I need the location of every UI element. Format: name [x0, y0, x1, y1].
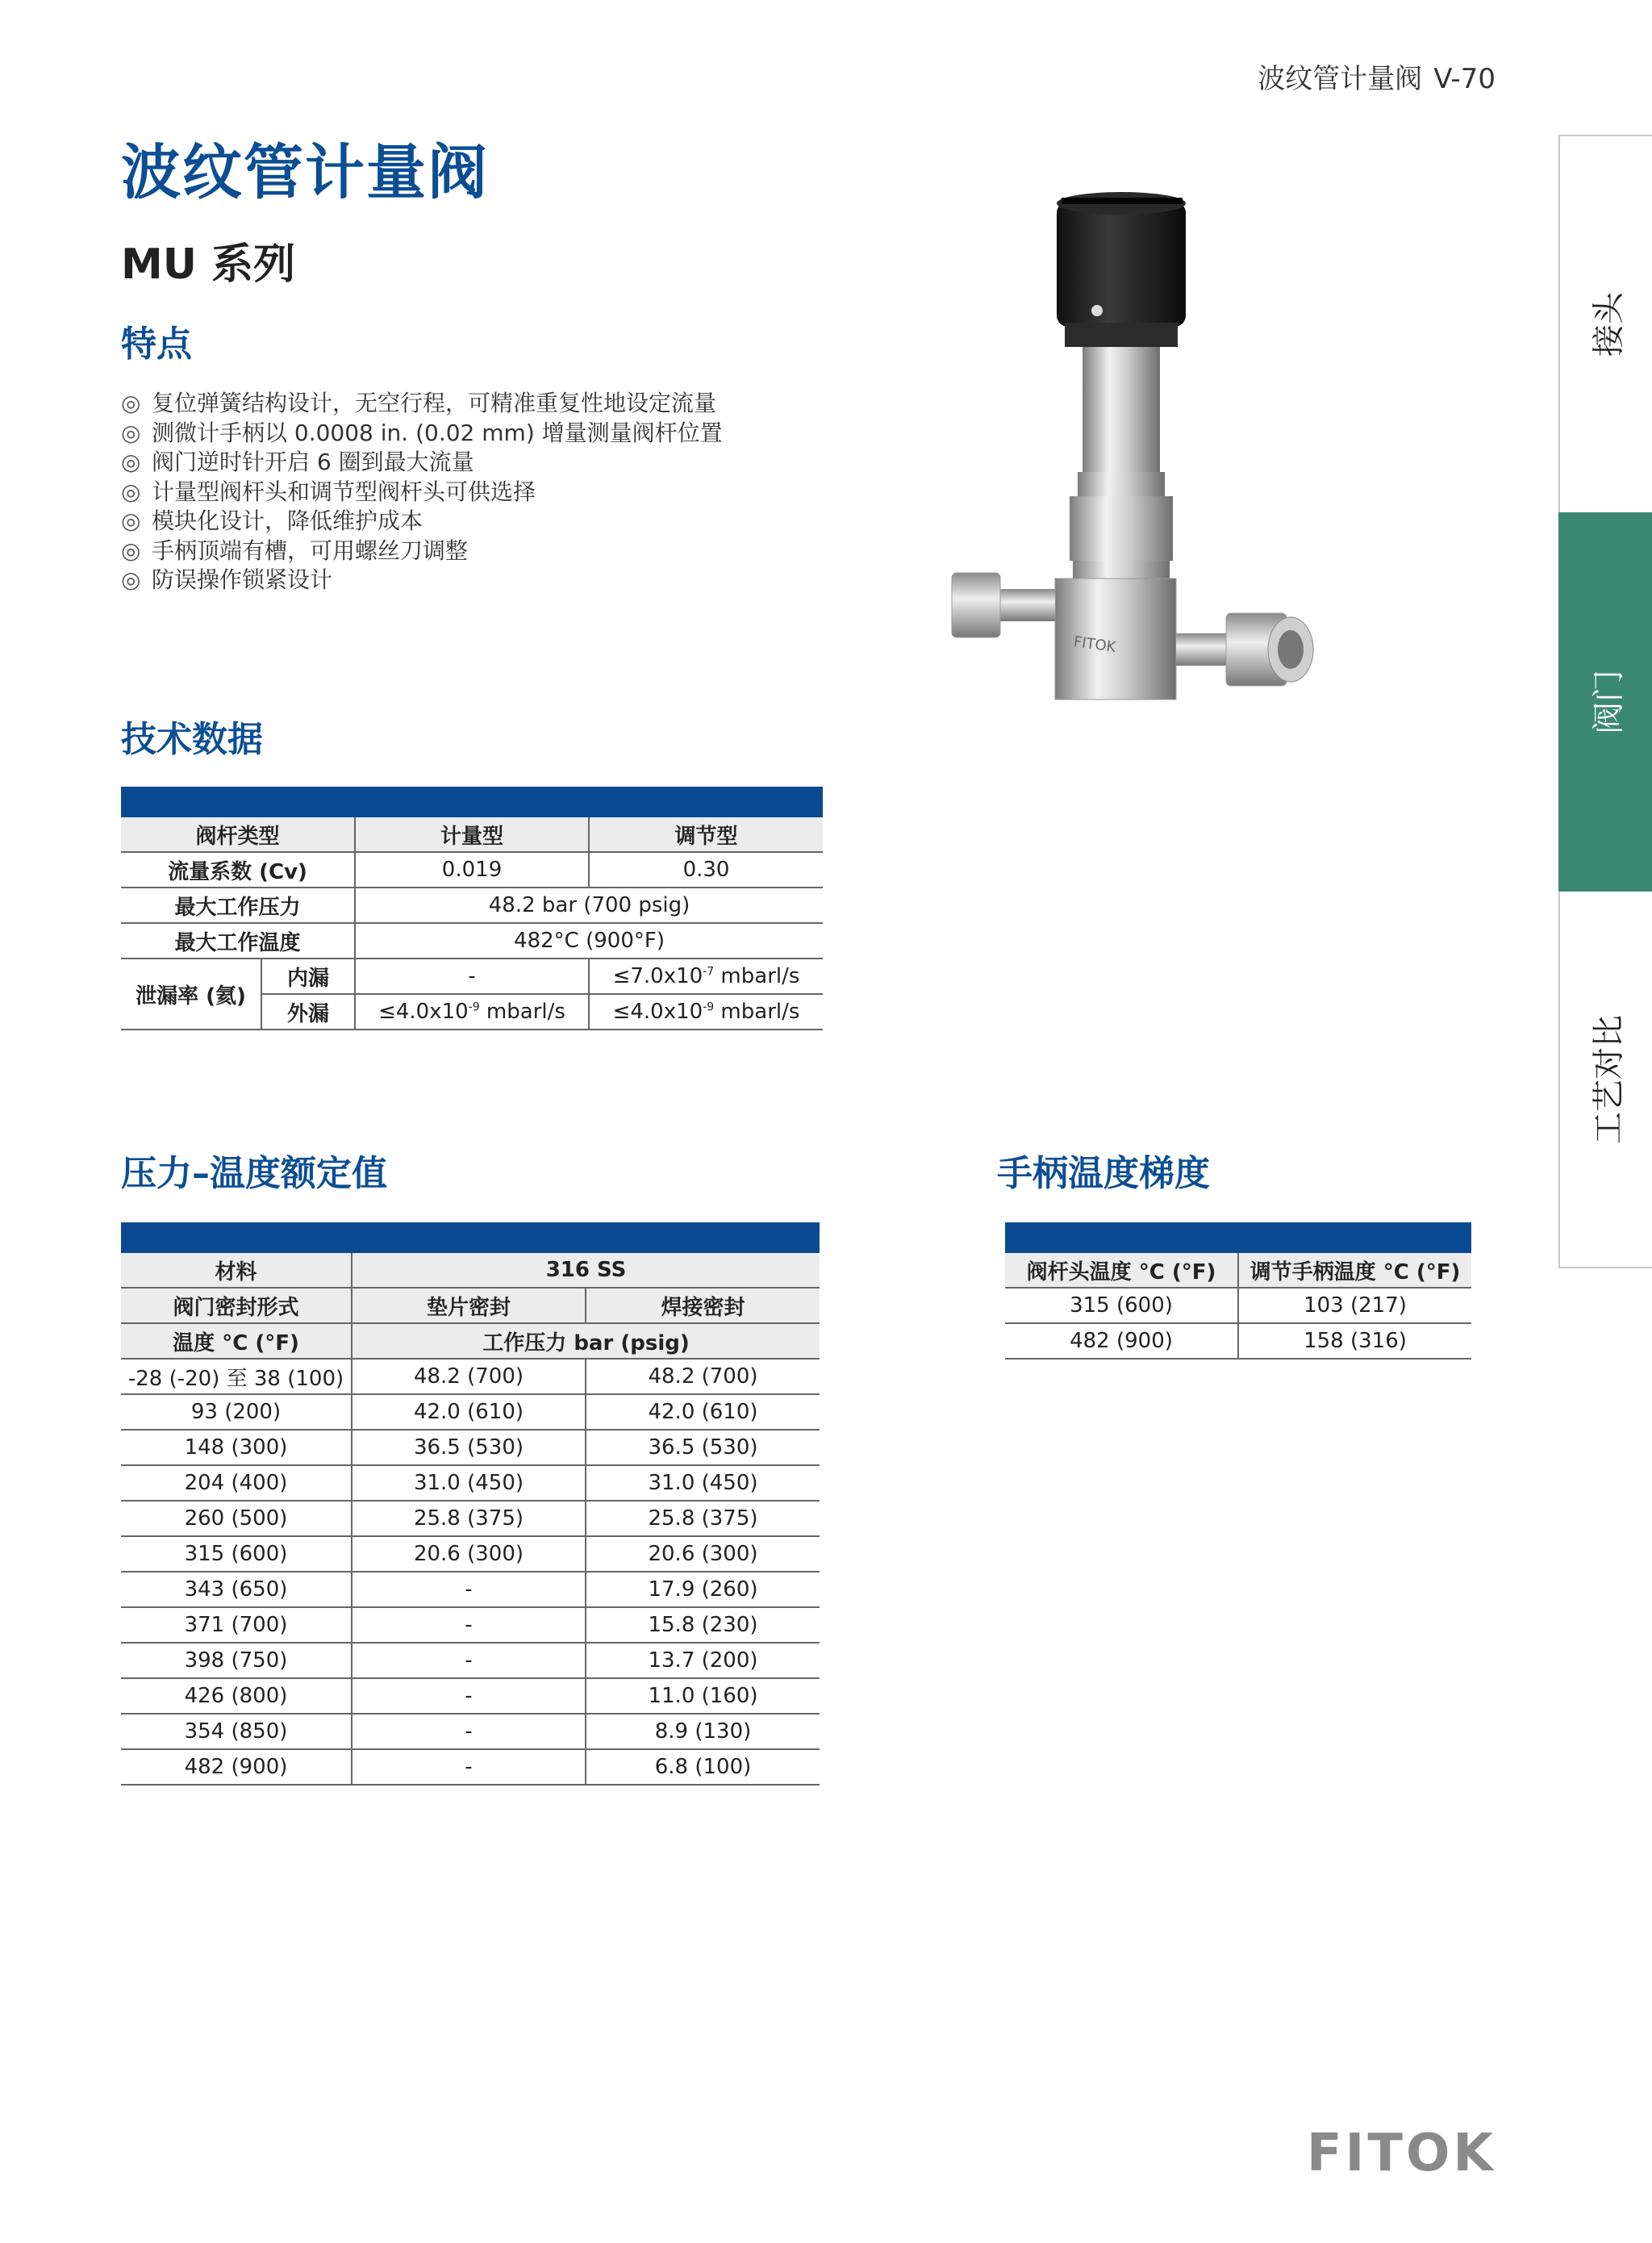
table-cell	[589, 959, 823, 994]
header-page-number: V-70	[1433, 63, 1496, 95]
table-row	[121, 1430, 820, 1465]
table-cell: 流量系数 (Cv)	[121, 852, 355, 888]
bullet-icon: ◎	[121, 566, 141, 593]
table-cell: 11.0 (160)	[586, 1678, 820, 1714]
table-cell: 398 (750)	[121, 1643, 352, 1678]
table-cell: -	[352, 1749, 586, 1785]
tech-data-heading: 技术数据	[121, 719, 263, 760]
valve-product-image	[936, 186, 1323, 734]
table-cell: 31.0 (450)	[586, 1465, 820, 1501]
table-cell: 25.8 (375)	[352, 1501, 586, 1536]
table-cell: -	[352, 1678, 586, 1714]
table-cell: 外漏	[261, 994, 355, 1030]
table-cell: 最大工作压力	[121, 888, 355, 923]
series-title: MU 系列	[121, 240, 296, 289]
table-cell: 内漏	[261, 959, 355, 994]
tab-valves-label: 阀门	[1590, 670, 1628, 734]
brand-logo: FITOK	[1306, 2124, 1496, 2183]
table-header-bar	[121, 1222, 820, 1253]
tab-process-label: 工艺对比	[1590, 1014, 1628, 1144]
svg-text:FITOK: FITOK	[1072, 633, 1117, 657]
pressure-temp-heading: 压力–温度额定值	[121, 1153, 387, 1194]
table-cell: 482 (900)	[121, 1749, 352, 1785]
table-row	[121, 1607, 820, 1643]
value-unit: mbarl/s	[714, 1000, 800, 1024]
table-cell: 482 (900)	[1005, 1323, 1238, 1359]
table-cell: 103 (217)	[1238, 1288, 1471, 1323]
knob-shape	[1057, 202, 1186, 327]
table-cell: -	[352, 1643, 586, 1678]
table-cell: -	[352, 1607, 586, 1643]
table-cell: 343 (650)	[121, 1572, 352, 1607]
bullet-icon: ◎	[121, 419, 141, 446]
table-cell: 354 (850)	[121, 1714, 352, 1749]
table-cell: 315 (600)	[121, 1536, 352, 1572]
table-cell: -	[352, 1572, 586, 1607]
table-row	[121, 959, 823, 994]
table-cell: 20.6 (300)	[352, 1536, 586, 1572]
table-cell: 8.9 (130)	[586, 1714, 820, 1749]
feature-text: 阀门逆时针开启 6 圈到最大流量	[152, 449, 474, 475]
table-cell: 阀杆类型	[121, 817, 355, 852]
table-row	[121, 1678, 820, 1714]
table-cell: 调节型	[589, 817, 823, 852]
value-prefix: ≤7.0x10	[612, 964, 703, 988]
feature-item	[121, 448, 723, 478]
features-list	[121, 389, 723, 595]
table-cell	[355, 994, 589, 1030]
feature-item	[121, 507, 723, 537]
tab-fittings-label: 接头	[1590, 292, 1628, 357]
table-cell: 调节手柄温度 °C (°F)	[1238, 1253, 1471, 1288]
tech-data-table-wrap	[121, 787, 823, 1030]
feature-item	[121, 389, 723, 419]
table-cell: 15.8 (230)	[586, 1607, 820, 1643]
value-unit: mbarl/s	[714, 964, 800, 988]
bullet-icon: ◎	[121, 390, 141, 416]
value-unit: mbarl/s	[479, 1000, 565, 1024]
handle-temp-heading: 手柄温度梯度	[997, 1153, 1210, 1194]
table-cell: 31.0 (450)	[352, 1465, 586, 1501]
value-exponent: -9	[468, 1000, 480, 1014]
table-row	[121, 1288, 820, 1323]
table-row	[1005, 1288, 1471, 1323]
table-cell: 计量型	[355, 817, 589, 852]
table-cell: 48.2 (700)	[586, 1359, 820, 1394]
table-cell: 260 (500)	[121, 1501, 352, 1536]
table-cell: 93 (200)	[121, 1394, 352, 1430]
value-exponent: -7	[703, 965, 715, 979]
pressure-temp-rows	[121, 1359, 820, 1785]
table-cell: 阀杆头温度 °C (°F)	[1005, 1253, 1238, 1288]
table-row	[121, 1465, 820, 1501]
page-title: 波纹管计量阀	[121, 138, 489, 207]
table-cell: -	[352, 1714, 586, 1749]
table-cell: 426 (800)	[121, 1678, 352, 1714]
table-cell: 垫片密封	[352, 1288, 586, 1323]
table-cell: 36.5 (530)	[586, 1430, 820, 1465]
table-cell: 371 (700)	[121, 1607, 352, 1643]
table-cell: 42.0 (610)	[352, 1394, 586, 1430]
feature-item	[121, 478, 723, 507]
tab-fittings[interactable]	[1558, 135, 1652, 512]
table-cell: 温度 °C (°F)	[121, 1323, 352, 1359]
table-cell: 17.9 (260)	[586, 1572, 820, 1607]
table-cell: 158 (316)	[1238, 1323, 1471, 1359]
table-cell: 42.0 (610)	[586, 1394, 820, 1430]
bullet-icon: ◎	[121, 507, 141, 534]
table-row	[1005, 1253, 1471, 1288]
table-cell: 48.2 bar (700 psig)	[355, 888, 823, 923]
table-cell: 6.8 (100)	[586, 1749, 820, 1785]
table-row	[121, 1572, 820, 1607]
bullet-icon: ◎	[121, 478, 141, 505]
bullet-icon: ◎	[121, 449, 141, 475]
feature-text: 手柄顶端有槽，可用螺丝刀调整	[152, 537, 469, 564]
table-cell: 最大工作温度	[121, 923, 355, 959]
feature-text: 模块化设计，降低维护成本	[152, 507, 423, 534]
table-row	[121, 1536, 820, 1572]
table-cell: 482°C (900°F)	[355, 923, 823, 959]
table-cell: 25.8 (375)	[586, 1501, 820, 1536]
feature-text: 计量型阀杆头和调节型阀杆头可供选择	[152, 478, 536, 505]
table-cell: 0.019	[355, 852, 589, 888]
pressure-temp-table-wrap	[121, 1222, 820, 1786]
header-section-label: 波纹管计量阀	[1258, 63, 1423, 95]
table-row	[121, 888, 823, 923]
tech-data-table	[121, 817, 823, 1030]
value-prefix: ≤4.0x10	[612, 1000, 703, 1024]
feature-text: 复位弹簧结构设计，无空行程，可精准重复性地设定流量	[152, 390, 717, 416]
table-row	[1005, 1323, 1471, 1359]
table-cell: 0.30	[589, 852, 823, 888]
table-cell: 316 SS	[352, 1253, 820, 1288]
table-header-bar	[1005, 1222, 1471, 1253]
handle-temp-rows	[1005, 1288, 1471, 1359]
tab-valves[interactable]	[1558, 512, 1652, 892]
table-cell: 315 (600)	[1005, 1288, 1238, 1323]
table-cell: 工作压力 bar (psig)	[352, 1323, 820, 1359]
table-row	[121, 1359, 820, 1394]
table-row	[121, 1714, 820, 1749]
table-cell: 焊接密封	[586, 1288, 820, 1323]
table-cell: 36.5 (530)	[352, 1430, 586, 1465]
feature-item	[121, 419, 723, 449]
table-row	[121, 852, 823, 888]
table-cell: 148 (300)	[121, 1430, 352, 1465]
value-exponent: -9	[703, 1000, 715, 1014]
value-prefix: ≤4.0x10	[378, 1000, 469, 1024]
table-row	[121, 1643, 820, 1678]
features-heading: 特点	[121, 324, 192, 365]
table-cell: 20.6 (300)	[586, 1536, 820, 1572]
table-row	[121, 1749, 820, 1785]
bullet-icon: ◎	[121, 537, 141, 564]
feature-item	[121, 537, 723, 566]
tab-process[interactable]	[1558, 892, 1652, 1268]
handle-temp-table-wrap	[1005, 1222, 1471, 1360]
table-row	[121, 1394, 820, 1430]
table-cell: -	[355, 959, 589, 994]
handle-temp-table	[1005, 1253, 1471, 1360]
table-cell: 48.2 (700)	[352, 1359, 586, 1394]
table-cell: 13.7 (200)	[586, 1643, 820, 1678]
table-header-bar	[121, 787, 823, 817]
feature-text: 测微计手柄以 0.0008 in. (0.02 mm) 增量测量阀杆位置	[152, 419, 723, 446]
table-row	[121, 1501, 820, 1536]
table-row	[121, 817, 823, 852]
feature-item	[121, 566, 723, 595]
table-cell: 材料	[121, 1253, 352, 1288]
table-row	[121, 923, 823, 959]
feature-text: 防误操作锁紧设计	[152, 566, 333, 593]
table-cell: 泄漏率 (氦)	[121, 959, 261, 1030]
pressure-temp-table	[121, 1253, 820, 1786]
page-header	[1246, 56, 1496, 96]
table-cell: 阀门密封形式	[121, 1288, 352, 1323]
table-cell	[589, 994, 823, 1030]
table-cell: 204 (400)	[121, 1465, 352, 1501]
table-row	[121, 1253, 820, 1288]
table-row	[121, 1323, 820, 1359]
table-cell: -28 (-20) 至 38 (100)	[121, 1359, 352, 1394]
